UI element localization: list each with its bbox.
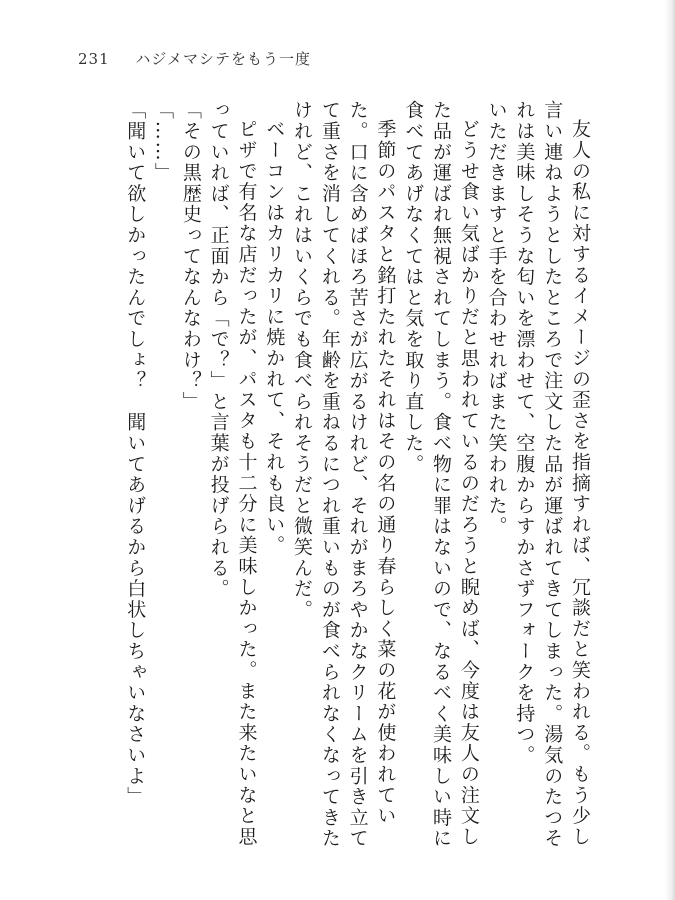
- paragraph: ベーコンはカリカリに焼かれて、それも良い。: [263, 119, 286, 556]
- dialogue-line: 「聞いて欲しかったんでしょ？ 聞いてあげるから白状しちゃいなさいよ」: [124, 100, 147, 808]
- paragraph: 友人の私に対するイメージの歪さを指摘すれば、冗談だと笑われる。もう少し言い連ねようとしたところで注文した品が運ばれてきてしまった。湯気のたつそれは美味しそうな匂いを漂わせて、空腹からすかさずフォークを持つ。: [513, 100, 591, 849]
- running-header: [78, 48, 311, 69]
- paragraph: どうせ食い気ばかりだと思われているのだろうと睨めば、今度は友人の注文した品が運ばれ無視されてしまう。食べ物に罪はないので、なるべく美味しい時に食べてあげなくてはと気を取り直した。: [402, 100, 480, 849]
- page-number: 231: [78, 50, 110, 68]
- book-title: ハジメマシテをもう一度: [135, 50, 311, 68]
- dialogue-line: 「……」: [152, 100, 175, 184]
- paragraph: 季節のパスタと銘打たれたそれはその名の通り春らしく菜の花が使われていた。口に含めばほろ苦さが広がるけれど、それがまろやかなクリームを引き立てて重さを消してくれる。年齢を重ねるにつれ重いものが食べられなくなってきたけれど、これはいくらでも食べられそうだと微笑んだ。: [291, 100, 397, 849]
- paragraph: ピザで有名な店だったが、パスタも十二分に美味しかった。また来たいなと思っていれば、正面から「で？」と言葉が投げられる。: [207, 100, 258, 847]
- page-edge-shadow: [665, 0, 675, 900]
- dialogue-line: 「その黒歴史ってなんなわけ？」: [179, 100, 202, 412]
- vertical-body-text: [72, 100, 593, 860]
- paragraph: いただきますと手を合わせればまた笑われた。: [485, 100, 508, 537]
